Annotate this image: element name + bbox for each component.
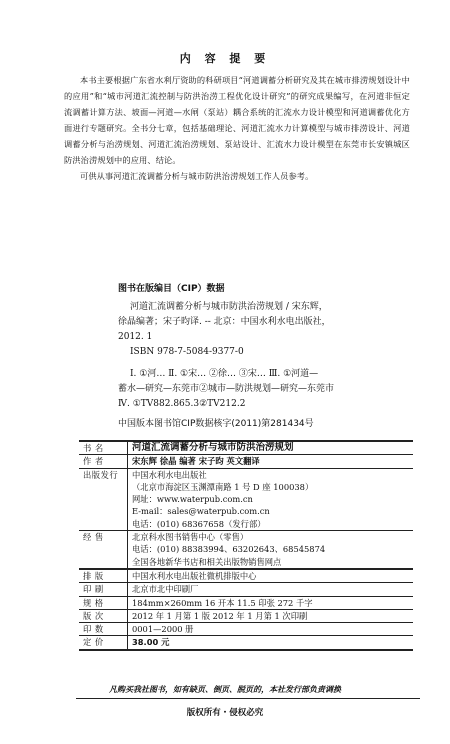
info-value bbox=[128, 623, 414, 636]
cip-data-number: 中国版本图书馆CIP数据核字(2011)第281434号 bbox=[118, 419, 314, 429]
info-value-line: 中国水利水电出版社 bbox=[132, 469, 207, 480]
cip-isbn: ISBN 978-7-5084-9377-0 bbox=[130, 347, 244, 357]
info-value-line: 38.00 元 bbox=[132, 637, 170, 648]
info-label: 规 格 bbox=[79, 596, 128, 609]
info-label: 印 刷 bbox=[79, 583, 128, 596]
info-value-line: 中国水利水电出版社微机排版中心 bbox=[132, 570, 257, 581]
cip-subject-line: Ⅳ. ①TV882.865.3②TV212.2 bbox=[118, 399, 246, 409]
cip-subject-line: Ⅰ. ①河… Ⅱ. ①宋… ②徐… ③宋… Ⅲ. ①河道— bbox=[130, 369, 319, 379]
info-value bbox=[128, 455, 414, 468]
info-label: 经 售 bbox=[79, 531, 128, 569]
cip-entry-line: 徐晶编著；宋子昀译. -- 北京：中国水利水电出版社， bbox=[118, 317, 331, 327]
info-row bbox=[79, 468, 413, 530]
cip-entry-line: 河道汇流调蓄分析与城市防洪治涝规划 / 宋东辉， bbox=[130, 302, 328, 312]
summary-paragraph: 可供从事河道汇流调蓄分析与城市防洪治涝规划工作人员参考。 bbox=[80, 171, 314, 181]
cip-subject-line: 蓄水—研究—东莞市②城市—防洪规划—研究—东莞市 bbox=[118, 384, 335, 394]
info-label: 定 价 bbox=[79, 636, 128, 650]
info-row bbox=[79, 623, 413, 636]
replacement-notice: 凡购买我社图书，如有缺页、倒页、脱页的，本社发行部负责调换 bbox=[109, 684, 341, 694]
info-value bbox=[128, 596, 414, 609]
info-value bbox=[128, 531, 414, 569]
info-value bbox=[128, 583, 414, 596]
info-row bbox=[79, 569, 413, 583]
info-row bbox=[79, 596, 413, 609]
info-value-line: 北京科水图书销售中心（零售） bbox=[132, 532, 249, 543]
info-label: 出版发行 bbox=[79, 468, 128, 530]
info-value-line: （北京市海淀区玉渊潭南路 1 号 D 座 100038） bbox=[132, 481, 314, 492]
info-label: 书 名 bbox=[79, 441, 128, 455]
info-value-line: 全国各地新华书店和相关出版物销售网点 bbox=[132, 556, 282, 567]
info-value-line: 宋东辉 徐晶 编著 宋子昀 英文翻译 bbox=[132, 456, 260, 467]
info-value-line: 北京市北中印刷厂 bbox=[132, 584, 199, 595]
info-row bbox=[79, 441, 413, 455]
info-value-line: 电话：(010) 88383994、63202643、68545874 bbox=[132, 544, 326, 555]
info-value bbox=[128, 636, 414, 650]
info-row bbox=[79, 455, 413, 468]
footer-divider bbox=[76, 698, 420, 699]
info-value-line: 电话：(010) 68367658（发行部） bbox=[132, 518, 266, 529]
info-value-line: E-mail：sales@waterpub.com.cn bbox=[132, 506, 270, 517]
info-value-line: 184mm×260mm 16 开本 11.5 印张 272 千字 bbox=[132, 597, 313, 608]
info-value-line: 2012 年 1 月第 1 版 2012 年 1 月第 1 次印刷 bbox=[132, 610, 308, 621]
summary-paragraph: 本书主要根据广东省水利厅资助的科研项目“河道调蓄分析研究及其在城市排涝规划设计中的应用”和“城市河道汇流控制与防洪治涝工程优化设计研究”的研究成果编写，在河道非恒定流调蓄计算方法、坡面—河道—水闸（泵站）耦合系统的汇流水力设计模型和河道调蓄优化方面进行专题研究。全书分七章，包括基础理论、河道汇流水力计算模型与城市排涝设计、河道调蓄分析与治涝规划、河道汇流治涝规划、泵站设计、汇流水力设计模型在东莞市长安镇城区防洪治涝规划中的应用、结论。 bbox=[64, 75, 410, 165]
publication-info-table bbox=[79, 440, 413, 651]
cip-heading: 图书在版编目（CIP）数据 bbox=[118, 284, 225, 294]
info-value bbox=[128, 468, 414, 530]
info-row bbox=[79, 636, 413, 650]
info-value bbox=[128, 441, 414, 455]
copyright-notice: 版权所有・侵权必究 bbox=[186, 708, 264, 718]
info-label: 印 数 bbox=[79, 623, 128, 636]
cip-record bbox=[118, 300, 418, 412]
info-value-line: 河道汇流调蓄分析与城市防洪治涝规划 bbox=[132, 442, 294, 453]
summary-title: 内 容 提 要 bbox=[179, 52, 271, 65]
cip-entry-line: 2012. 1 bbox=[118, 332, 153, 342]
info-value-line: 网址：www.waterpub.com.cn bbox=[132, 494, 253, 505]
info-value bbox=[128, 569, 414, 583]
info-value bbox=[128, 609, 414, 622]
info-label: 版 次 bbox=[79, 609, 128, 622]
info-row bbox=[79, 583, 413, 596]
info-row bbox=[79, 531, 413, 569]
info-label: 作 者 bbox=[79, 455, 128, 468]
info-label: 排 版 bbox=[79, 569, 128, 583]
summary-body bbox=[64, 72, 410, 184]
info-value-line: 0001—2000 册 bbox=[132, 624, 194, 635]
info-row bbox=[79, 609, 413, 622]
